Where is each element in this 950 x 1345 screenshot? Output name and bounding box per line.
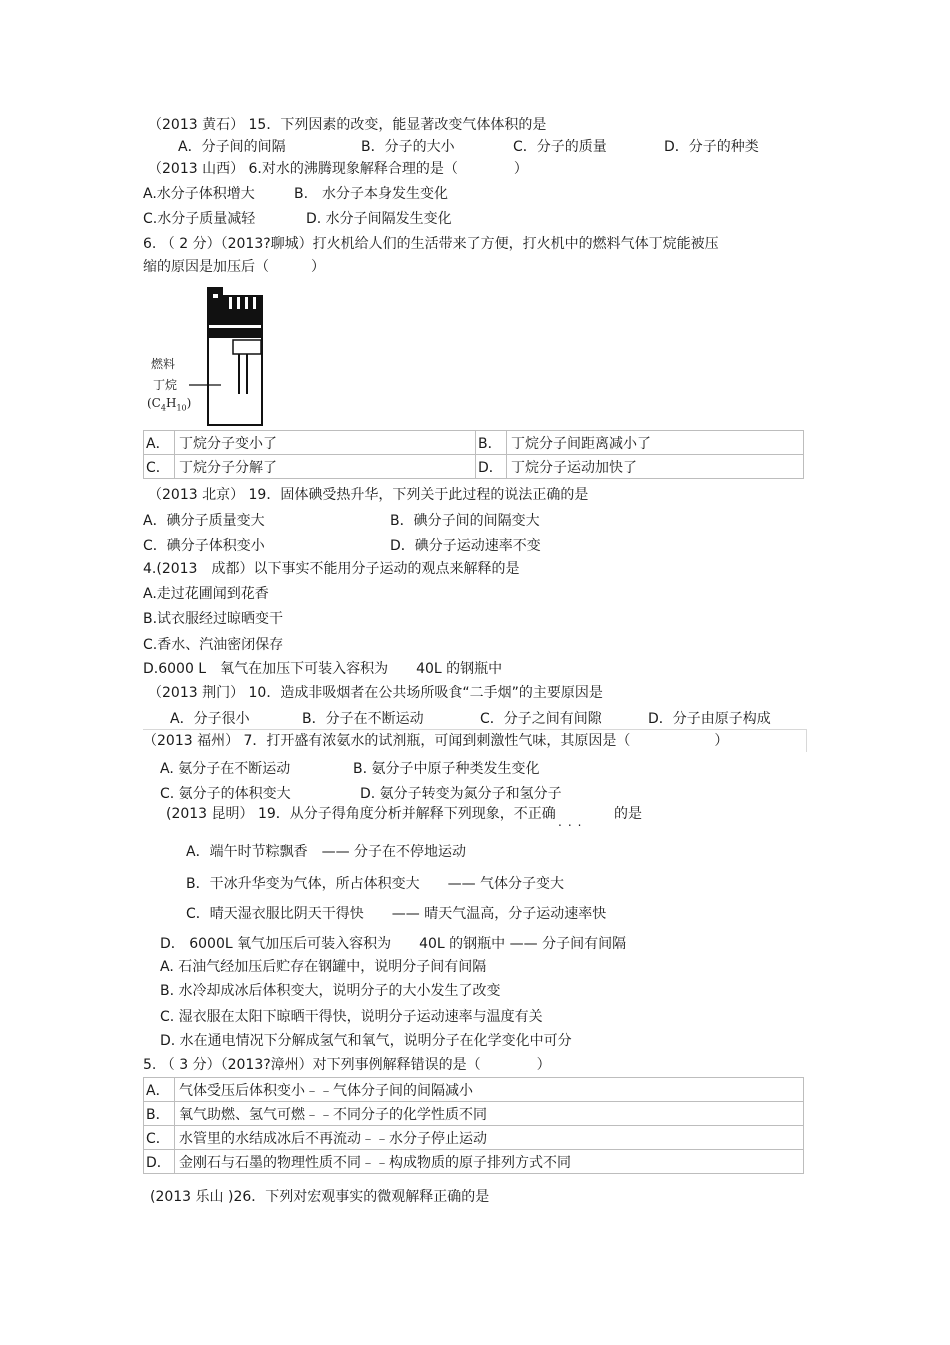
- q3-key-c: C．: [144, 455, 175, 479]
- q9-option-a: A. 石油气经加压后贮存在钢罐中，说明分子间有间隔: [160, 959, 487, 975]
- q6-option-b: B．分子在不断运动: [302, 711, 424, 727]
- q10-key-a: A．: [144, 1078, 175, 1102]
- q1-option-d: D．分子的种类: [664, 139, 759, 155]
- q10-key-b: B．: [144, 1102, 175, 1126]
- q9-option-c: C. 湿衣服在太阳下晾晒干得快，说明分子运动速率与温度有关: [160, 1009, 543, 1025]
- q3-options-table: [143, 430, 804, 479]
- q2-option-d: D. 水分子间隔发生变化: [306, 211, 452, 227]
- q10-options-table: [143, 1077, 804, 1174]
- formula-sub-h: 10: [176, 403, 187, 413]
- q3-key-a: A．: [144, 431, 175, 455]
- q8-emphasis-dots: ...: [558, 815, 588, 829]
- table-row: [144, 1150, 804, 1174]
- q10-option-b: 氧气助燃、氢气可燃﹣﹣不同分子的化学性质不同: [175, 1102, 804, 1126]
- q9-option-b: B. 水冷却成冰后体积变大，说明分子的大小发生了改变: [160, 983, 501, 999]
- table-row: [144, 431, 804, 455]
- q3-key-b: B．: [476, 431, 507, 455]
- figure-label-butane: 丁烷: [153, 378, 178, 392]
- lighter-figure: [143, 282, 283, 430]
- q4-option-b: B．碘分子间的间隔变大: [390, 513, 540, 529]
- q1-option-c: C．分子的质量: [513, 139, 607, 155]
- table-row: [144, 455, 804, 479]
- q11-stem: (2013 乐山 )26．下列对宏观事实的微观解释正确的是: [150, 1189, 490, 1205]
- formula-sub-c: 4: [160, 403, 166, 413]
- q4-option-c: C．碘分子体积变小: [143, 538, 265, 554]
- q6-option-d: D．分子由原子构成: [648, 711, 771, 727]
- q10-key-d: D．: [144, 1150, 175, 1174]
- q3-option-d: 丁烷分子运动加快了: [507, 455, 804, 479]
- q3-stem-line1: 6. （ 2 分）（2013?聊城）打火机给人们的生活带来了方便，打火机中的燃料气体丁烷能被压: [143, 236, 719, 252]
- table-row: [144, 1078, 804, 1102]
- q3-key-d: D．: [476, 455, 507, 479]
- q10-option-c: 水管里的水结成冰后不再流动﹣﹣水分子停止运动: [175, 1126, 804, 1150]
- q7-stem: （2013 福州） 7．打开盛有浓氨水的试剂瓶，可闻到刺激性气味，其原因是（ ）: [143, 733, 729, 749]
- q2-stem: （2013 山西） 6.对水的沸腾现象解释合理的是（ ）: [148, 161, 528, 177]
- q5-option-d: D.6000 L 氧气在加压下可装入容积为 40L 的钢瓶中: [143, 661, 503, 677]
- q2-option-b: B. 水分子本身发生变化: [294, 186, 449, 202]
- q7-option-b: B. 氨分子中原子种类发生变化: [353, 761, 540, 777]
- formula-open: (C: [147, 396, 161, 410]
- formula-close: ): [186, 396, 192, 410]
- q3-stem-line2: 缩的原因是加压后（ ）: [143, 259, 325, 275]
- table-row: [144, 1102, 804, 1126]
- formula-h: H: [165, 396, 177, 410]
- q5-option-c: C.香水、汽油密闭保存: [143, 637, 284, 653]
- q1-option-b: B．分子的大小: [361, 139, 455, 155]
- figure-label-fuel: 燃料: [151, 357, 176, 371]
- q7-option-d: D. 氨分子转变为氮分子和氢分子: [360, 786, 562, 802]
- q8-option-d: D． 6000L 氧气加压后可装入容积为 40L 的钢瓶中 —— 分子间有间隔: [160, 936, 627, 952]
- q3-option-a: 丁烷分子变小了: [175, 431, 476, 455]
- q2-option-a: A.水分子体积增大: [143, 186, 255, 202]
- table-row: [144, 1126, 804, 1150]
- q7-option-a: A. 氨分子在不断运动: [160, 761, 291, 777]
- q1-option-a: A．分子间的间隔: [178, 139, 286, 155]
- q7-option-c: C. 氨分子的体积变大: [160, 786, 291, 802]
- q4-option-d: D．碘分子运动速率不变: [390, 538, 541, 554]
- q6-stem: （2013 荆门） 10．造成非吸烟者在公共场所吸食“二手烟”的主要原因是: [148, 685, 603, 701]
- q10-option-d: 金刚石与石墨的物理性质不同﹣﹣构成物质的原子排列方式不同: [175, 1150, 804, 1174]
- q5-option-b: B.试衣服经过晾晒变干: [143, 611, 284, 627]
- q2-option-c: C.水分子质量减轻: [143, 211, 256, 227]
- q5-option-a: A.走过花圃闻到花香: [143, 586, 269, 602]
- q10-stem: 5. （ 3 分）（2013?漳州）对下列事例解释错误的是（ ）: [143, 1057, 551, 1073]
- q10-key-c: C．: [144, 1126, 175, 1150]
- q4-option-a: A．碘分子质量变大: [143, 513, 265, 529]
- q8-option-b: B．干冰升华变为气体，所占体积变大 —— 气体分子变大: [186, 876, 565, 892]
- q8-stem: (2013 昆明） 19．从分子得角度分析并解释下列现象，不正确: [166, 806, 556, 822]
- q8-option-c: C．晴天湿衣服比阴天干得快 —— 晴天气温高，分子运动速率快: [186, 906, 607, 922]
- q9-option-d: D. 水在通电情况下分解成氢气和氧气，说明分子在化学变化中可分: [160, 1033, 572, 1049]
- q5-stem: 4.(2013 成都）以下事实不能用分子运动的观点来解释的是: [143, 561, 520, 577]
- q6-option-a: A．分子很小: [170, 711, 250, 727]
- q1-stem: （2013 黄石） 15．下列因素的改变，能显著改变气体体积的是: [148, 117, 547, 133]
- q6-option-c: C．分子之间有间隙: [480, 711, 602, 727]
- q8-stem-end: 的是: [614, 806, 642, 822]
- q8-option-a: A．端午时节粽飘香 —— 分子在不停地运动: [186, 844, 467, 860]
- q3-option-c: 丁烷分子分解了: [175, 455, 476, 479]
- q3-option-b: 丁烷分子间距离减小了: [507, 431, 804, 455]
- q10-option-a: 气体受压后体积变小﹣﹣气体分子间的间隔减小: [175, 1078, 804, 1102]
- q4-stem: （2013 北京） 19．固体碘受热升华，下列关于此过程的说法正确的是: [148, 487, 589, 503]
- figure-label-formula: [147, 396, 191, 415]
